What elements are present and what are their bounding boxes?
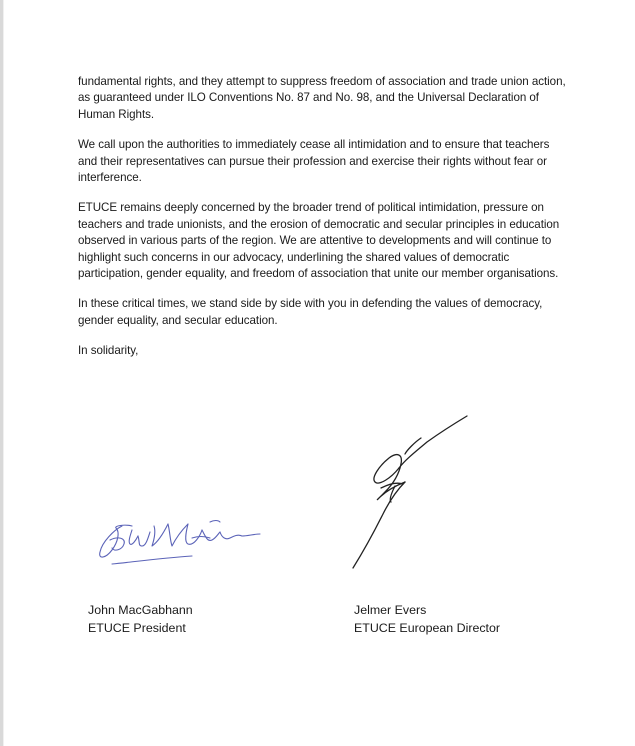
- letter-body: [78, 74, 568, 374]
- paragraph-critical-times: In these critical times, we stand side by side with you in defending the values of democracy, gender equality, and secular education.: [78, 297, 543, 327]
- signatory-director-name: Jelmer Evers: [354, 603, 427, 617]
- signatory-director: [354, 602, 500, 637]
- signature-jelmer-evers: [345, 412, 475, 570]
- signatory-president-title: ETUCE President: [88, 620, 186, 635]
- paragraph-rights: fundamental rights, and they attempt to suppress freedom of association and trade union action, as guaranteed under ILO Conventions No. 87 and No. 98, and the Universal Declaration of Human Rights.: [78, 75, 566, 121]
- signature-john-macgabhann: [92, 512, 272, 574]
- page-edge-shadow: [3, 0, 4, 746]
- paragraph-call-upon: We call upon the authorities to immediately cease all intimidation and to ensure that teachers and their representatives can pursue their profession and exercise their rights without fear or interference.: [78, 138, 550, 185]
- paragraph-concern: ETUCE remains deeply concerned by the broader trend of political intimidation, pressure on teachers and trade unionists, and the erosion of democratic and secular principles in education observed in various parts of the region. We are attentive to developments and will continue to highlight such concerns in our advocacy, underlining the shared values of democratic participation, gender equality, and freedom of association that unite our member organisations.: [78, 201, 560, 281]
- signatory-president-name: John MacGabhann: [88, 603, 193, 617]
- closing-salutation: In solidarity,: [78, 344, 139, 358]
- signatory-president: [88, 602, 193, 637]
- signatory-director-title: ETUCE European Director: [354, 620, 500, 635]
